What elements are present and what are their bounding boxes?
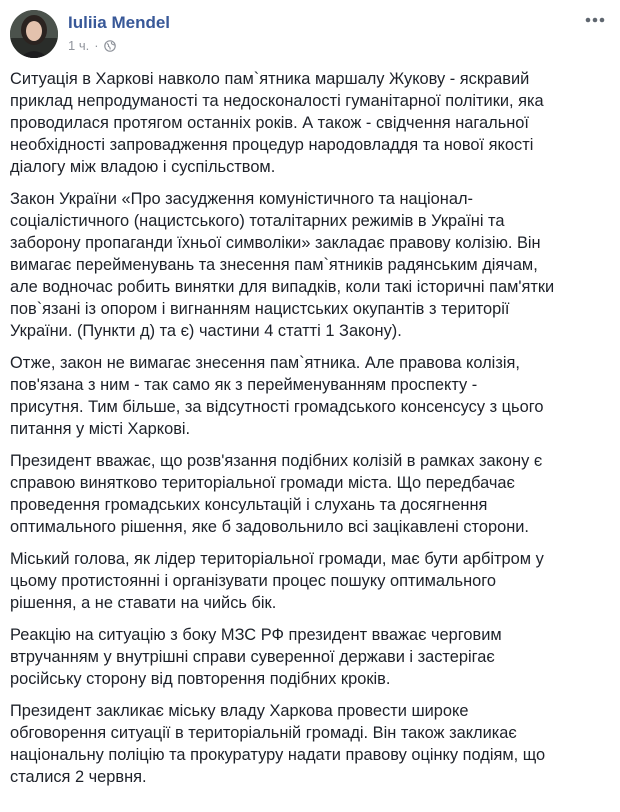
post-paragraph-3: Отже, закон не вимагає знесення пам`ятника. Але правова колізія, пов'язана з ним - так само як з перейменуванням проспекту - присутня. Тим більше, за відсутності громадського консенсусу з цього питання у місті Харкові. [10, 354, 544, 438]
more-options-icon[interactable] [582, 10, 608, 30]
author-name[interactable]: Iuliia Mendel [68, 13, 171, 32]
post-paragraph-1: Ситуація в Харкові навколо пам`ятника маршалу Жукову - яскравий приклад непродуманості та недосконалості гуманітарної політики, яка проводилася протягом останніх років. А також - свідчення нагальної необхідності запровадження процедур народовладдя та нової якості діалогу між владою і суспільством. [10, 70, 544, 176]
post-timestamp[interactable]: 1 ч. [68, 38, 90, 53]
post-paragraph-2: Закон України «Про засудження комуністичного та націонал- соціалістичного (нацистського) тоталітарних режимів в Україні та заборону пропаганди їхньої символіки» закладає правову колізію. Він вимагає перейменувань та знесення пам`ятників радянським діячам, але водночас робить винятки для випадків, коли такі історичні пам'ятки пов`язані із опором і вигнанням нацистських окупантів з території України. (Пункти д) та є) частини 4 статті 1 Закону). [10, 190, 555, 340]
post-body [10, 68, 610, 798]
globe-icon[interactable] [104, 40, 116, 52]
post-paragraph-7: Президент закликає міську владу Харкова провести широке обговорення ситуації в територіальній громаді. Він також закликає національну поліцію та прокуратуру надати правову оцінку подіям, що сталися 2 червня. [10, 702, 546, 786]
post-header [10, 10, 610, 60]
post-paragraph-5: Міський голова, як лідер територіальної громади, має бути арбітром у цьому протистоянні і організувати процес пошуку оптимального рішення, а не ставати на чийсь бік. [10, 550, 544, 612]
post-meta [68, 38, 116, 53]
post-paragraph-4: Президент вважає, що розв'язання подібних колізій в рамках закону є справою винятково територіальної громади міста. Що передбачає проведення громадських консультацій і слухань та досягнення оптимального рішення, яке б задовольнило всі зацікавлені сторони. [10, 452, 543, 536]
meta-separator: · [94, 38, 99, 53]
avatar-image [10, 10, 58, 58]
avatar[interactable] [10, 10, 58, 58]
post-paragraph-6: Реакцію на ситуацію з боку МЗС РФ президент вважає черговим втручанням у внутрішні справи суверенної держави і застерігає російську сторону від повторення подібних кроків. [10, 626, 502, 688]
